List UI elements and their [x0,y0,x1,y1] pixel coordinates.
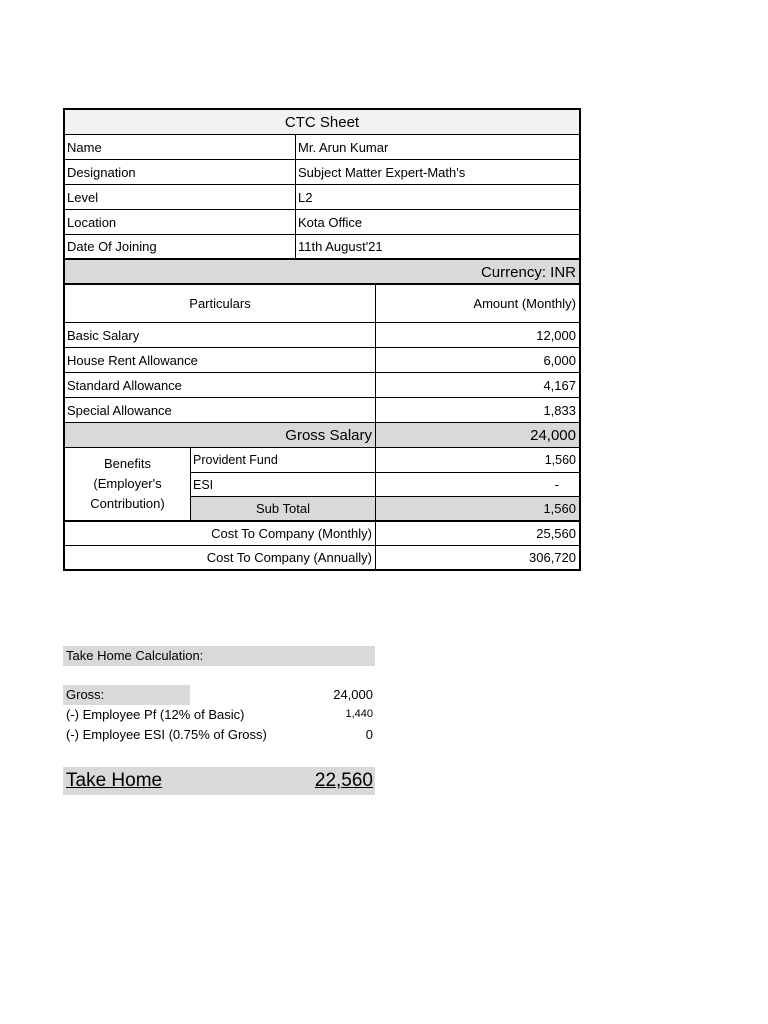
benefit-label-esi: ESI [193,477,214,492]
currency-label: Currency: INR [480,263,576,281]
takehome-total-value: 22,560 [314,770,373,791]
benefits-line1: Benefits [104,456,151,471]
benefits-line3: Contribution) [90,496,165,511]
amount-header: Amount (Monthly) [473,296,576,311]
subtotal-label: Sub Total [256,501,310,516]
info-label-location: Location [67,214,117,230]
takehome-header: Take Home Calculation: [66,648,204,663]
info-label-doj: Date Of Joining [67,239,157,254]
component-value-basic: 12,000 [536,327,576,343]
benefit-label-pf: Provident Fund [193,453,278,467]
gross-salary-label: Gross Salary [285,426,372,444]
info-label-level: Level [67,189,99,205]
takehome-esi-label: (-) Employee ESI (0.75% of Gross) [66,727,267,742]
info-value-level: L2 [298,189,313,205]
component-value-hra: 6,000 [543,352,576,368]
ctc-annual-value: 306,720 [529,550,576,565]
component-label-special: Special Allowance [67,402,172,418]
info-value-doj: 11th August'21 [298,239,383,254]
benefits-label [65,448,190,520]
component-label-hra: House Rent Allowance [67,352,198,368]
info-label-designation: Designation [67,164,136,180]
component-value-special: 1,833 [543,402,576,418]
component-label-basic: Basic Salary [67,327,140,343]
subtotal-value: 1,560 [543,501,576,516]
gross-salary-value: 24,000 [530,426,576,444]
ctc-monthly-value: 25,560 [536,526,576,541]
info-value-designation: Subject Matter Expert-Math's [298,164,466,180]
benefit-value-pf: 1,560 [544,453,576,467]
takehome-gross-label: Gross: [66,687,105,702]
component-value-standard: 4,167 [543,377,576,393]
takehome-esi-value: 0 [365,727,373,742]
takehome-gross-value: 24,000 [333,687,373,702]
info-value-name: Mr. Arun Kumar [298,139,389,155]
takehome-total-label: Take Home [66,770,163,791]
ctc-annual-label: Cost To Company (Annually) [206,550,372,565]
benefits-line2: (Employer's [93,476,162,491]
info-label-name: Name [67,139,102,155]
component-label-standard: Standard Allowance [67,377,182,393]
takehome-pf-value: 1,440 [345,708,373,720]
info-value-location: Kota Office [298,214,363,230]
ctc-monthly-label: Cost To Company (Monthly) [211,526,372,541]
takehome-pf-label: (-) Employee Pf (12% of Basic) [66,707,245,722]
benefit-value-esi: - [554,477,559,492]
particulars-header: Particulars [189,296,251,311]
ctc-sheet-table [63,108,581,571]
sheet-title: CTC Sheet [284,113,360,131]
